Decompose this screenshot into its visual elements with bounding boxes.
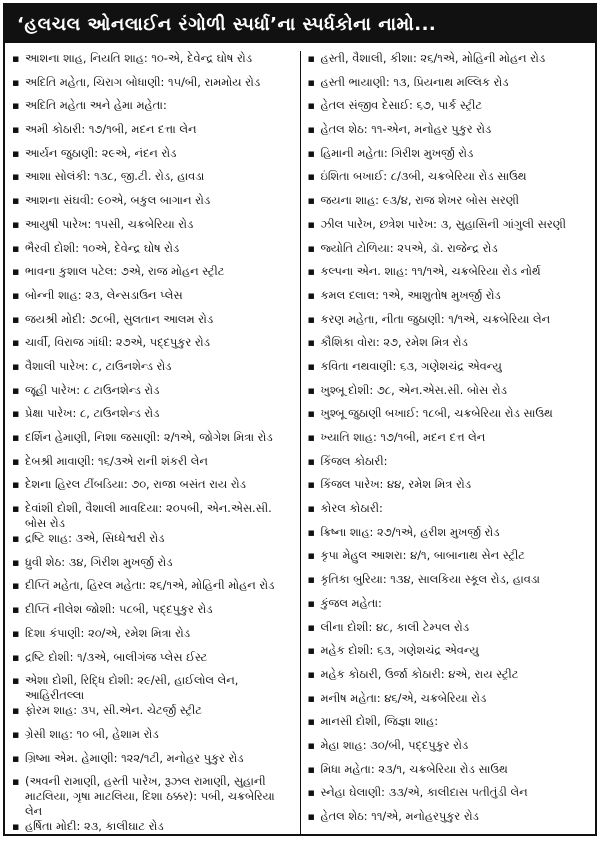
participant-entry: ▪ દ્રષ્ટિ શાહ: ૩એ, સિધ્ધેશ્વરી રોડ (9, 531, 294, 555)
participant-entry: ▪ દેશના હિરલ ટીંબડિયા: ૭૦, રાજા બસંત રાય રોડ (9, 477, 294, 501)
participant-entry: ▪ મહેક કોઠારી, ઉર્જા કોઠારી: ૪એ, રાય સ્ટ્રીટ (305, 667, 590, 691)
participant-entry: ▪ હર્ષિતા મોદી: ૨૩, કાલીઘાટ રોડ (9, 819, 294, 843)
headline-banner (5, 5, 595, 43)
participant-entry: ▪ અમી કોઠારી: ૧૭/૧બી, મદન દત્તા લેન (9, 122, 294, 146)
participant-entry: ▪ હેતલ સંજીવ દેસાઈ: ૬૭, પાર્ક સ્ટ્રીટ (305, 98, 590, 122)
participant-entry: ▪ કૃતિકા બુરિયા: ૧૩૪, સાલકિયા સ્કૂલ રોડ, હાવડા (305, 572, 590, 596)
participant-entry: ▪ કૌશિકા વોરા: ૨૭, રમેશ મિત્ર રોડ (305, 335, 590, 359)
participant-entry: ▪ ખ્યાતિ શાહ: ૧૭/૧બી, મદન દત્ત લેન (305, 430, 590, 454)
names-columns (5, 51, 595, 834)
participant-entry: ▪ ગ્રેસી શાહ: ૧૦ બી, હેશામ રોડ (9, 727, 294, 751)
participant-entry: ▪ પ્રેક્ષા પારેખ: ૮, ટાઉનશેન્ડ રોડ (9, 406, 294, 430)
participant-entry: ▪ જ્યોતિ ટોળિયા: ૨૫એ, ડૉ. રાજેન્દ્ર રોડ (305, 241, 590, 265)
participant-entry: ▪ દીપ્તિ મહેતા, હિરલ મહેતા: ૨૬/૧એ, મોહિની મોહન રોડ (9, 578, 294, 602)
participant-entry: ▪ દર્શિન હેમાણી, નિશા જસાણી: ૨/૧એ, જોગેશ મિત્રા રોડ (9, 430, 294, 454)
left-name-list (9, 51, 294, 843)
participant-entry: ▪ દીપ્તિ નીલેશ જોશી: ૫૮બી, પદ્દપુકુર રોડ (9, 602, 294, 626)
participant-entry: ▪ કલ્પના એન. શાહ: ૧૧/૧એ, ચક્રબેરિયા રોડ નોર્થ (305, 264, 590, 288)
participant-entry: ▪ માનસી દોશી, જિજ્ઞા શાહ: (305, 714, 590, 738)
participant-entry: ▪ દ્રષ્ટિ દોશી: ૧/૩એ, બાલીગંજ પ્લેસ ઈસ્ટ (9, 650, 294, 674)
participant-entry: ▪ મનીષ મહેતા: ૪૬/એ, ચક્રબેરિયા રોડ (305, 691, 590, 715)
participant-entry: ▪ બોન્ની શાહ: ૨૩, લેન્સડાઉન પ્લેસ (9, 288, 294, 312)
page (3, 3, 597, 836)
participant-entry: ▪ કોરલ કોઠારી: (305, 501, 590, 525)
participant-entry: ▪ ખુશ્બૂ દોશી: ૭૮, એન.એસ.સી. બોસ રોડ (305, 383, 590, 407)
right-name-list (305, 51, 590, 833)
participant-entry: ▪ ગ્રિષ્મા એમ. હેમાણી: ૧૨૨/૧ટી, મનોહર પુકુર રોડ (9, 751, 294, 775)
participant-entry: ▪ મિધા મહેતા: ૨૩/૧, ચક્રબેરિયા રોડ સાઉથ (305, 762, 590, 786)
participant-entry: ▪ જયના શાહ: ૯૩/૪, રાજ શેખર બોસ સરણી (305, 193, 590, 217)
participant-entry: ▪ ઝીલ પારેખ, છત્રેશ પારેખ: ૩, સુહાસિની ગાંગુલી સરણી (305, 217, 590, 241)
participant-entry: ▪ આશના સંઘવી: ૯૦એ, બકુલ બાગાન રોડ (9, 193, 294, 217)
participant-entry: ▪ લીના દોશી: ૪૮, કાલી ટેમ્પલ રોડ (305, 620, 590, 644)
participant-entry: ▪ આશના શાહ, નિયતિ શાહ: ૧૦-એ, દેવેન્દ્ર ઘોષ રોડ (9, 51, 294, 75)
participant-entry: ▪ ભૈરવી દોશી: ૧૦એ, દેવેન્દ્ર ઘોષ રોડ (9, 241, 294, 265)
participant-entry: ▪ મેહા શાહ: ૩૦/બી, પદ્દપુકુર રોડ (305, 738, 590, 762)
participant-entry: ▪ હસ્તી ભાયાણી: ૧૩, પ્રિયનાથ મલ્લિક રોડ (305, 75, 590, 99)
participant-entry: ▪ જૂહી પારેખ: ૮ ટાઉનશેન્ડ રોડ (9, 383, 294, 407)
participant-entry: ▪ કૃપા મેહુલ આશરા: ૪/૧, બાબાનાથ સેન સ્ટ્રીટ (305, 548, 590, 572)
participant-entry: ▪ કમલ દલાલ: ૧એ, આશુતોષ મુખર્જી રોડ (305, 288, 590, 312)
participant-entry: ▪ અદિતિ મહેતા અને હેમા મહેતા: (9, 98, 294, 122)
participant-entry: ▪ વૈશાલી પારેખ: ૮, ટાઉનશેન્ડ રોડ (9, 359, 294, 383)
participant-entry: ▪ (અવની રામાણી, હસ્તી પારેખ, રૂઝલ રામાણી, સુહાની માટલિયા, ગૃષા માટલિયા, દિશા ઠક્કર): ૫બી, ચક્રબેરિયા લેન (9, 774, 294, 819)
participant-entry: ▪ આર્યન જુઠાણી: ૨૯એ, નંદન રોડ (9, 146, 294, 170)
headline-title: ‘હલચલ ઓનલાઈન રંગોળી સ્પર્ધા’ના સ્પર્ધકોના નામો... (17, 13, 437, 35)
participant-entry: ▪ જયશ્રી મોદી: ૭૮બી, સુલતાન આલમ રોડ (9, 312, 294, 336)
left-column (5, 51, 301, 834)
participant-entry: ▪ આશા સોલંકી: ૧૩૮, જી.ટી. રોડ, હાવડા (9, 169, 294, 193)
participant-entry: ▪ આયુષી પારેખ: ૧૫સી, ચક્રબેરિયા રોડ (9, 217, 294, 241)
participant-entry: ▪ સ્નેહા ઘેલાણી: ૩૩/એ, કાલીદાસ પતીતુંડી લેન (305, 785, 590, 809)
participant-entry: ▪ એશા દોશી, રિદ્ધિ દોશી: ૨૯/સી, હાઈલોલ લેન, આહિરીતલ્લા (9, 673, 294, 703)
participant-entry: ▪ ચાર્વી, વિરાજ ગાંધી: ૨૭એ, પદ્દપુકુર રોડ (9, 335, 294, 359)
participant-entry: ▪ ઇંશિતા બખાઈ: ૮/૩બી, ચક્રબેરિયા રોડ સાઉથ (305, 169, 590, 193)
participant-entry: ▪ ખુશ્બૂ જુઠાણી બખાઈ: ૧૮બી, ચક્રબેરિયા રોડ સાઉથ (305, 406, 590, 430)
participant-entry: ▪ હેતલ શેઠ: ૧૧/એ, મનોહરપુકુર રોડ (305, 809, 590, 833)
participant-entry: ▪ ભાવના કુશાલ પટેલ: ૭એ, રાજ મોહન સ્ટ્રીટ (9, 264, 294, 288)
participant-entry: ▪ ફોરમ શાહ: ૩૫, સી.એન. ચેટર્જી સ્ટ્રીટ (9, 703, 294, 727)
participant-entry: ▪ દિશા કંપાણી: ૨૦/એ, રમેશ મિત્રા રોડ (9, 626, 294, 650)
participant-entry: ▪ કરણ મહેતા, નીતા જુઠાણી: ૧/૧એ, ચક્રબેરિયા લેન (305, 312, 590, 336)
participant-entry: ▪ કિંજલ પારેખ: ૪૪, રમેશ મિત્ર રોડ (305, 477, 590, 501)
participant-entry: ▪ મહેક દોશી: ૬૩, ગણેશચંદ્ર એવન્યુ (305, 643, 590, 667)
participant-entry: ▪ દેબશ્રી માવાણી: ૧૬/૩એ રાની શંકરી લેન (9, 454, 294, 478)
participant-entry: ▪ કિંજલ કોઠારી: (305, 454, 590, 478)
participant-entry: ▪ દેવાંશી દોશી, વૈશાલી માવદિયા: ૨૦૫બી, એન.એસ.સી. બોસ રોડ (9, 501, 294, 531)
participant-entry: ▪ અદિતિ મહેતા, ચિરાગ બોધાણી: ૧૫/બી, રામમોય રોડ (9, 75, 294, 99)
participant-entry: ▪ કવિતા નથવાણી: ૬૩, ગણેશચંદ્ર એવન્યુ (305, 359, 590, 383)
participant-entry: ▪ હસ્તી, વૈશાલી, કીશા: ૨૬/૧એ, મોહિની મોહન રોડ (305, 51, 590, 75)
participant-entry: ▪ ધ્રુવી શેઠ: ૩૪, ગિરીશ મુખર્જી રોડ (9, 555, 294, 579)
participant-entry: ▪ હેતલ શેઠ: ૧૧-એન, મનોહર પુકુર રોડ (305, 122, 590, 146)
participant-entry: ▪ હિમાની મહેતા: ગિરીશ મુખર્જી રોડ (305, 146, 590, 170)
right-column (301, 51, 596, 834)
participant-entry: ▪ કુંજલ મહેતા: (305, 596, 590, 620)
participant-entry: ▪ ક્રિષ્ના શાહ: ૨૭/૧એ, હરીશ મુખર્જી રોડ (305, 525, 590, 549)
